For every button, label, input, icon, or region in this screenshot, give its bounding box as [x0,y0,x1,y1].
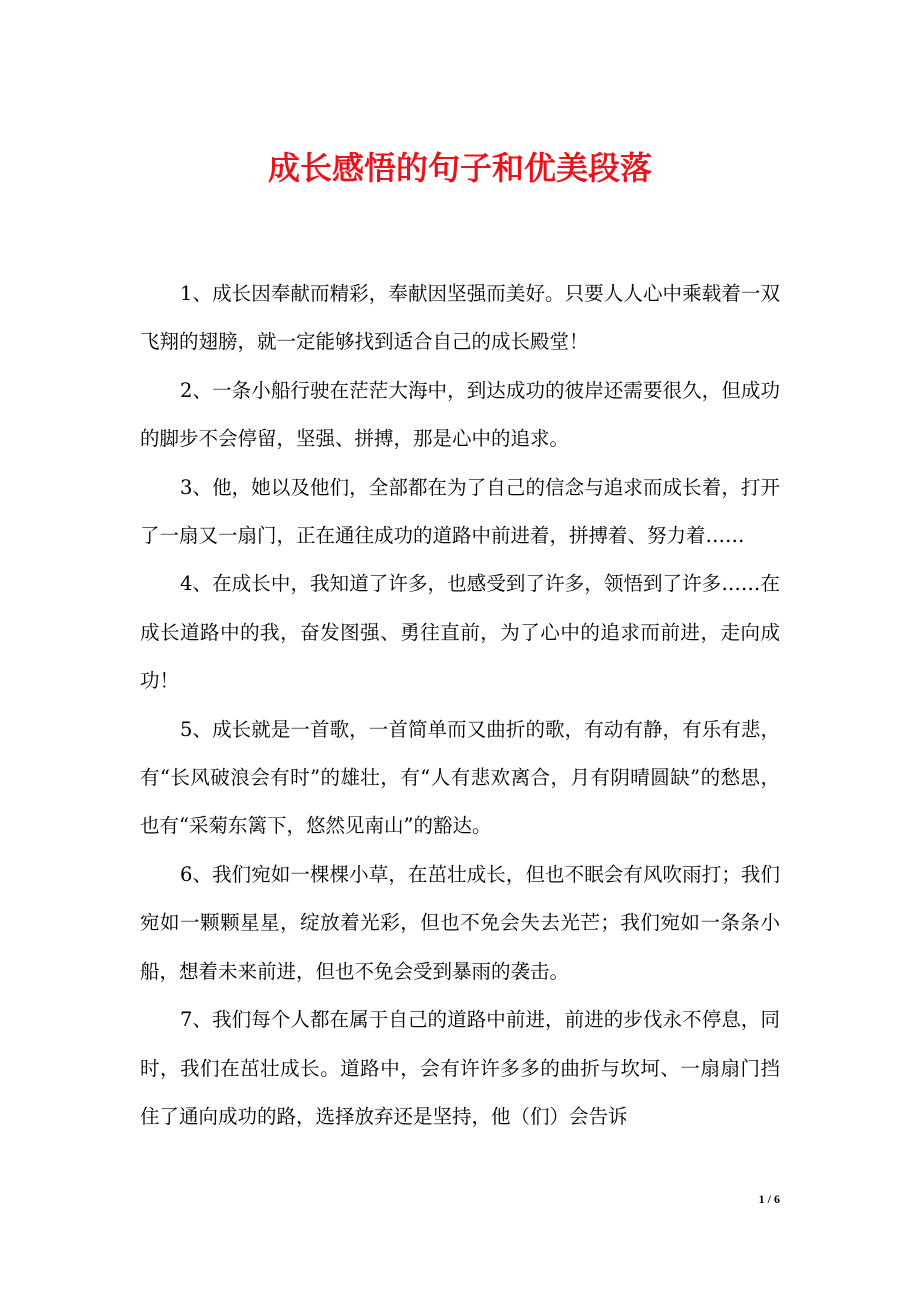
page-number: 1 / 6 [758,1192,780,1206]
document-title: 成长感悟的句子和优美段落 [267,149,652,187]
paragraph-1: 1、成长因奉献而精彩，奉献因坚强而美好。只要人人心中乘载着一双飞翔的翅膀，就一定能够找到适合自己的成长殿堂！ [140,282,780,354]
paragraph-7: 7、我们每个人都在属于自己的道路中前进，前进的步伐永不停息，同时，我们在茁壮成长。道路中，会有许许多多的曲折与坎坷、一扇扇门挡住了通向成功的路，选择放弃还是坚持，他（们）会告诉 [140,1008,780,1128]
paragraph-4: 4、在成长中，我知道了许多，也感受到了许多，领悟到了许多……在成长道路中的我，奋发图强、勇往直前，为了心中的追求而前进，走向成功！ [140,572,780,693]
document-body [140,270,780,1141]
paragraph-2: 2、一条小船行驶在茫茫大海中，到达成功的彼岸还需要很久，但成功的脚步不会停留，坚强、拼搏，那是心中的追求。 [140,378,780,451]
paragraph-3: 3、他，她以及他们，全部都在为了自己的信念与追求而成长着，打开了一扇又一扇门，正在通往成功的道路中前进着，拼搏着、努力着…… [140,475,780,548]
paragraph-6: 6、我们宛如一棵棵小草，在茁壮成长，但也不眠会有风吹雨打；我们宛如一颗颗星星，绽放着光彩，但也不免会失去光芒；我们宛如一条条小船，想着未来前进，但也不免会受到暴雨的袭击。 [140,862,780,983]
paragraph-5: 5、成长就是一首歌，一首简单而又曲折的歌，有动有静，有乐有悲，有“长风破浪会有时”的雄壮，有“人有悲欢离合，月有阴晴圆缺”的愁思，也有“采菊东篱下，悠然见南山”的豁达。 [140,717,780,838]
